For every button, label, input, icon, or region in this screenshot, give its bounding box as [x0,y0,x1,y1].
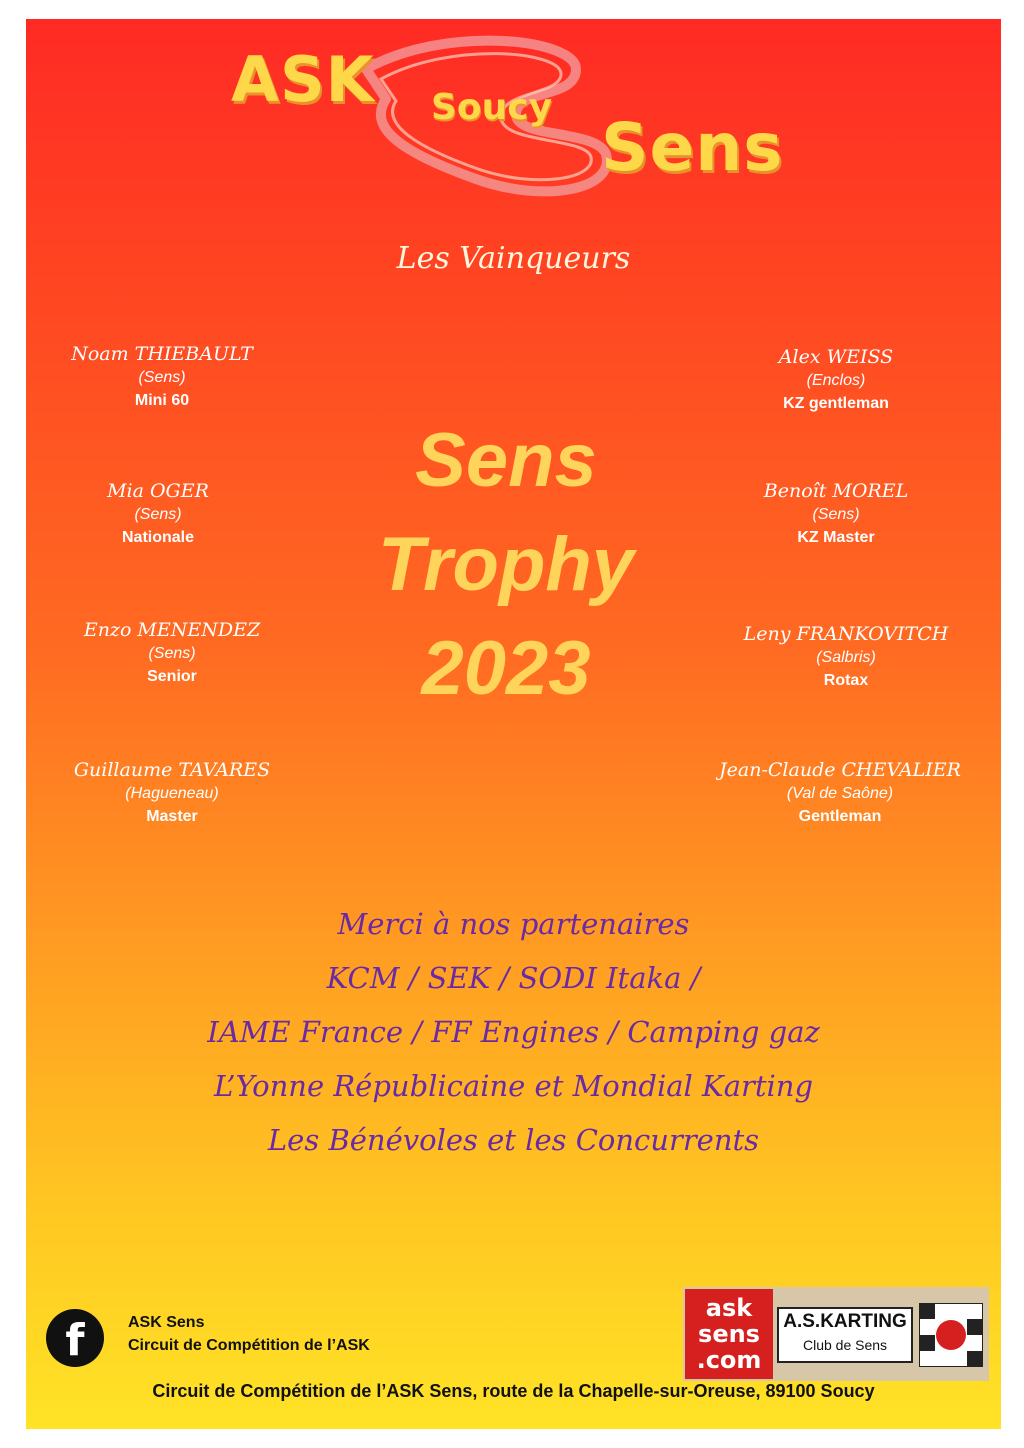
winner-category: KZ gentleman [783,395,889,412]
trophy-line-3: 2023 [421,626,591,711]
winner-name: Jean-Claude CHEVALIER [719,759,961,781]
ask-soucy-sens-logo [216,29,826,229]
trophy-line-1: Sens [415,418,597,503]
askarting-title: A.S.KARTING [783,1311,907,1332]
thanks-line-2: KCM / SEK / SODI Itaka / [326,961,701,995]
thanks-line-5: Les Bénévoles et les Concurrents [267,1123,760,1157]
thanks-line-3: IAME France / FF Engines / Camping gaz [207,1015,820,1049]
askarting-subtitle: Club de Sens [802,1337,888,1353]
winner-category: Senior [147,668,197,685]
facebook-line-2: Circuit de Compétition de l’ASK [128,1337,370,1354]
askarting-club-logo [777,1307,913,1363]
winner-club: (Sens) [134,506,182,523]
asksens-line-3: .com [696,1346,762,1374]
trophy-line-2: Trophy [377,522,635,607]
facebook-line-1: ASK Sens [128,1314,205,1331]
winner-name: Benoît MOREL [763,480,909,502]
winner-category: Master [146,808,198,825]
winner-category: Nationale [121,529,194,546]
winner-name: Enzo MENENDEZ [83,619,261,641]
winner-club: (Sens) [148,645,196,662]
asksens-line-1: ask [705,1294,753,1322]
winner-name: Alex WEISS [778,346,894,368]
poster [26,19,1001,1429]
winner-right-1 [686,344,986,416]
winner-club: (Salbris) [816,649,876,666]
winner-name: Guillaume TAVARES [73,759,271,781]
sponsor-badges [683,1287,989,1381]
asksens-com-logo [685,1289,773,1379]
winner-club: (Sens) [138,369,186,386]
logo-sens: Sens [601,109,784,186]
winner-left-1 [26,341,312,413]
winner-right-2 [686,478,986,550]
logo-soucy: Soucy [431,87,553,128]
winner-left-3 [26,617,322,689]
winner-name: Leny FRANKOVITCH [743,623,949,645]
winner-category: Rotax [823,672,869,689]
subtitle: Les Vainqueurs [396,241,631,276]
checkered-flag-icon [919,1303,983,1367]
trophy-title [336,409,676,721]
winner-category: Mini 60 [134,392,190,409]
facebook-icon[interactable]: f [46,1309,104,1367]
winner-right-3 [696,621,996,693]
winner-club: (Sens) [812,506,860,523]
winner-club: (Hagueneau) [125,785,219,802]
logo-ask: ASK [231,43,375,116]
winner-right-4 [690,757,990,829]
winner-left-2 [26,478,308,550]
asksens-line-2: sens [698,1320,760,1348]
thanks-line-4: L’Yonne Républicaine et Mondial Karting [213,1069,814,1103]
footer-address: Circuit de Compétition de l’ASK Sens, route de la Chapelle-sur-Oreuse, 89100 Soucy [152,1381,875,1401]
winner-name: Noam THIEBAULT [71,343,253,365]
winner-left-4 [26,757,322,829]
winner-category: Gentleman [798,808,882,825]
winner-club: (Val de Saône) [786,785,894,802]
winner-category: KZ Master [797,529,875,546]
winner-club: (Enclos) [806,372,866,389]
thanks-line-1: Merci à nos partenaires [337,907,690,941]
facebook-text [128,1311,370,1357]
partners-thanks [26,897,1001,1167]
winner-name: Mia OGER [107,480,209,502]
